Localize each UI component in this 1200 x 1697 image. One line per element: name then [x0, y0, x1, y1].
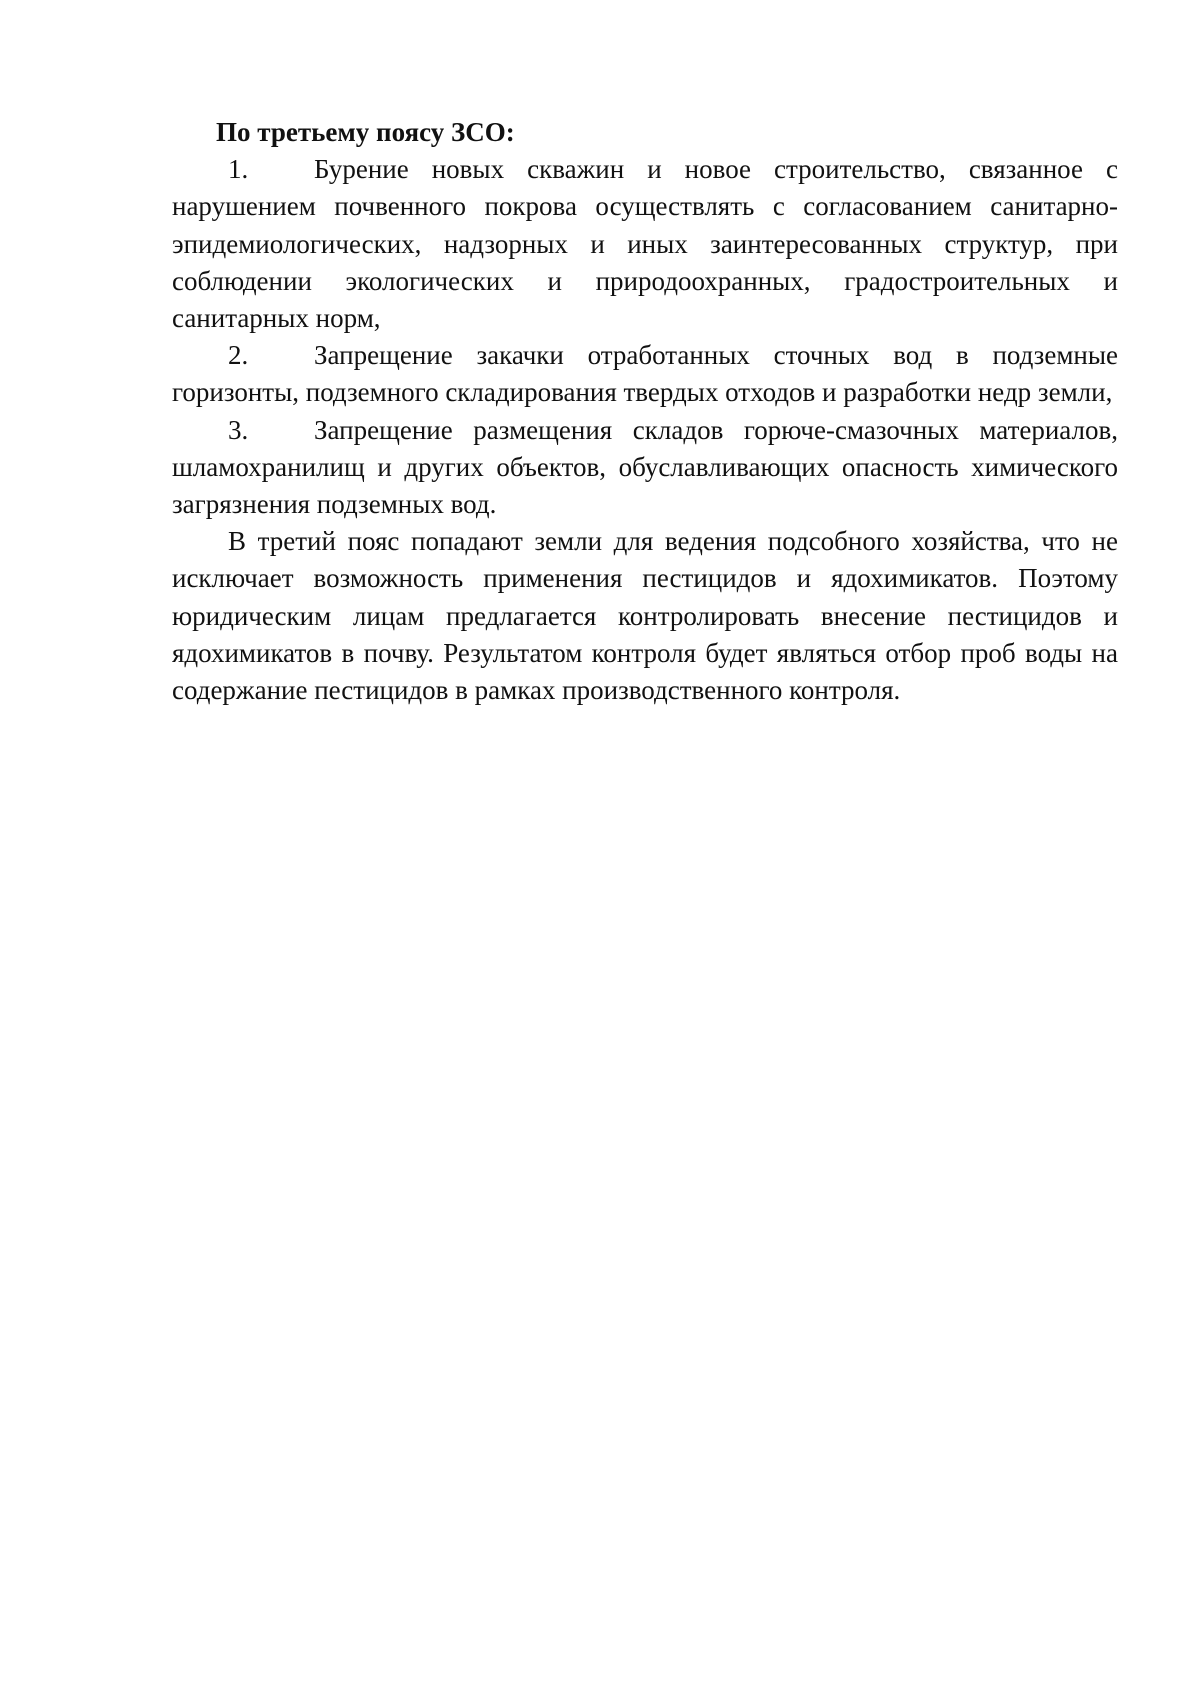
- list-item: [172, 337, 1118, 411]
- list-item-text: Запрещение размещения складов горюче-смазочных материалов, шламохранилищ и других объектов, обуславливающих опасность химического загрязнения подземных вод.: [172, 414, 1118, 520]
- section-heading: По третьему поясу ЗСО:: [216, 117, 515, 147]
- body-paragraph: В третий пояс попадают земли для ведения подсобного хозяйства, что не исключает возможность применения пестицидов и ядохимикатов. Поэтому юридическим лицам предлагается контролировать внесение пестицидов и ядохимикатов в почву. Результатом контроля будет являться отбор проб воды на содержание пестицидов в рамках производственного контроля.: [172, 526, 1118, 706]
- document-body: [172, 114, 1118, 709]
- list-item-number: 2.: [228, 340, 249, 371]
- list-item-text: Запрещение закачки отработанных сточных вод в подземные горизонты, подземного складирования твердых отходов и разработки недр земли,: [172, 340, 1118, 408]
- list-item: [172, 412, 1118, 524]
- list-item-number: 3.: [228, 414, 249, 445]
- list-item-number: 1.: [228, 154, 249, 185]
- list-item: [172, 151, 1118, 337]
- list-item-text: Бурение новых скважин и новое строительство, связанное с нарушением почвенного покрова осуществлять с согласованием санитарно-эпидемиологических, надзорных и иных заинтересованных структур, при соблюдении экологических и природоохранных, градостроительных и санитарных норм,: [172, 154, 1118, 334]
